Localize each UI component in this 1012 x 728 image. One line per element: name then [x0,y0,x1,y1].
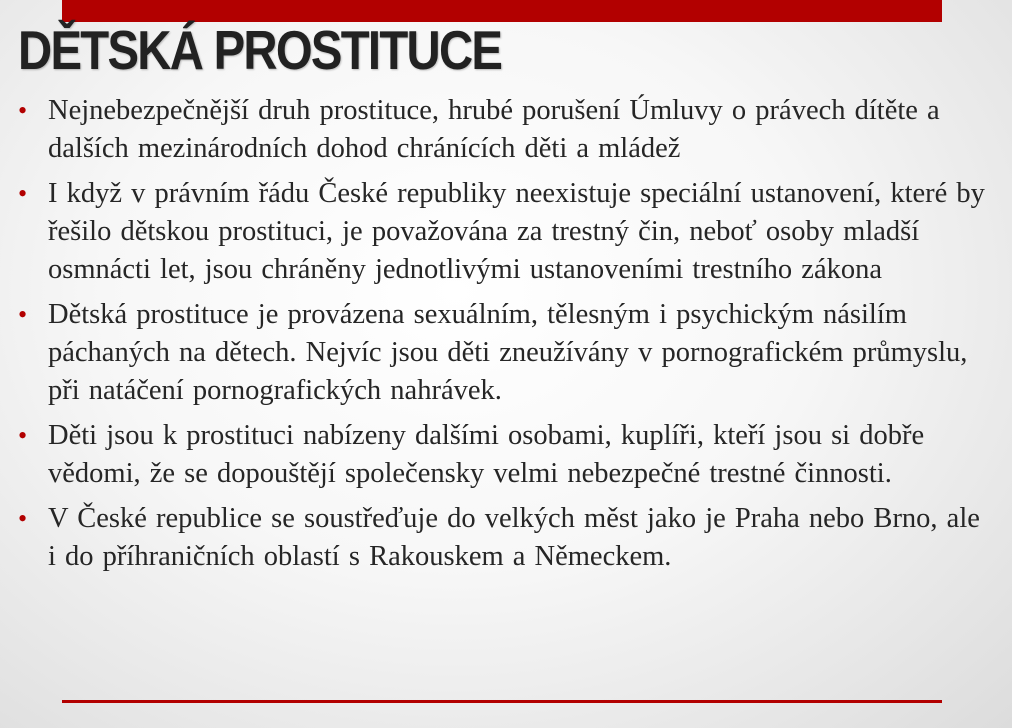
bullet-marker: • [18,421,28,450]
bullet-marker: • [18,179,28,208]
bullet-text: Nejnebezpečnější druh prostituce, hrubé porušení Úmluvy o právech dítěte a dalších mezinárodních dohod chránících děti a mládež [48,95,940,164]
bullet-text: Dětská prostituce je provázena sexuálním, tělesným i psychickým násilím páchaných na dětech. Nejvíc jsou děti zneužívány v pornografickém průmyslu, při natáčení pornografických nahrávek. [48,299,968,406]
bullet-text: I když v právním řádu České republiky neexistuje speciální ustanovení, které by řešilo dětskou prostituci, je považována za trestný čin, neboť osoby mladší osmnácti let, jsou chráněny jednotlivými ustanoveními trestního zákona [48,178,985,285]
bullet-marker: • [18,300,28,329]
bullet-item [14,92,994,168]
bullet-text: V České republice se soustřeďuje do velkých měst jako je Praha nebo Brno, ale i do příhraničních oblastí s Rakouskem a Německem. [48,503,980,572]
bullet-list [14,92,994,583]
bullet-item [14,417,994,493]
bullet-item [14,175,994,289]
bullet-item [14,296,994,410]
bullet-item [14,500,994,576]
slide-title: DĚTSKÁ PROSTITUCE [18,19,502,81]
bottom-divider [62,700,942,703]
bullet-text: Děti jsou k prostituci nabízeny dalšími osobami, kuplíři, kteří jsou si dobře vědomi, že se dopouštějí společensky velmi nebezpečné trestné činnosti. [48,420,925,489]
bullet-marker: • [18,96,28,125]
bullet-marker: • [18,504,28,533]
